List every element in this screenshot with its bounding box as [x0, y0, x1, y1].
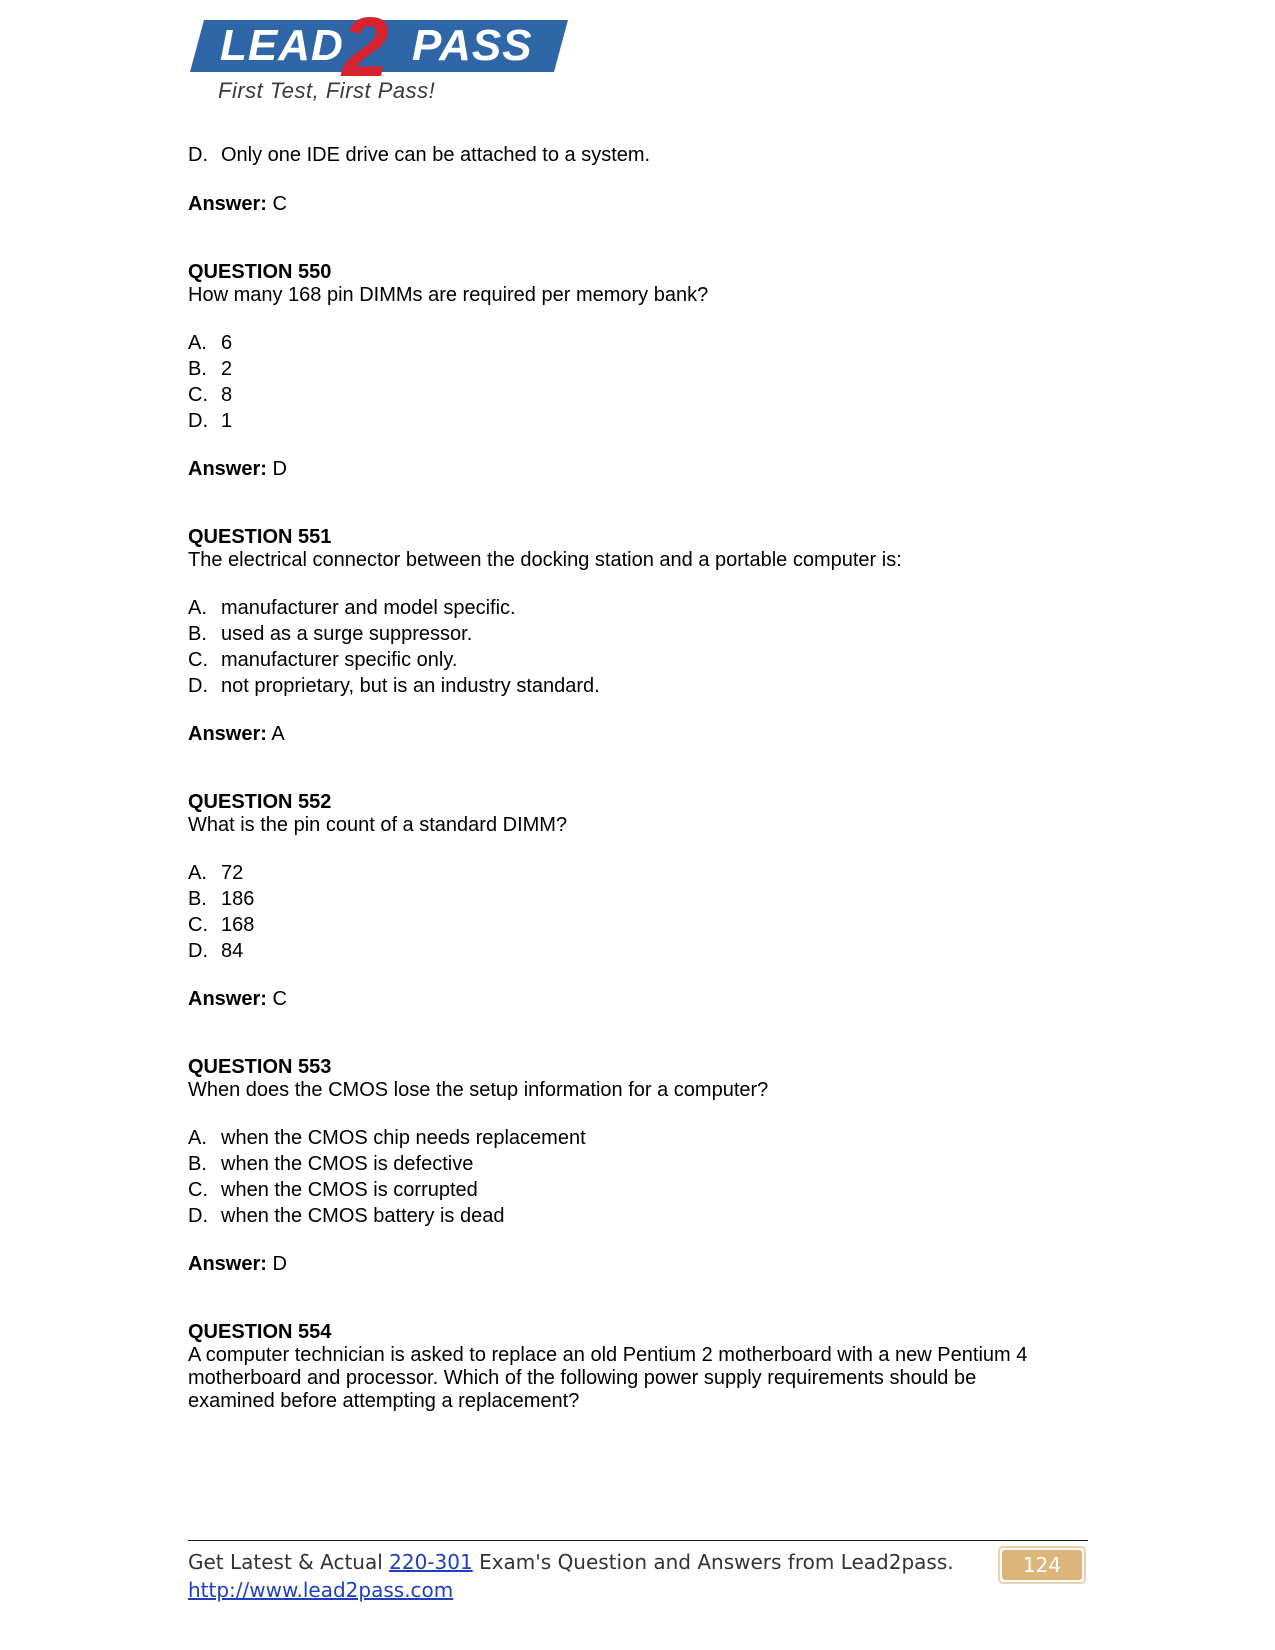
- option-text: 6: [221, 332, 233, 354]
- option-text: when the CMOS battery is dead: [221, 1205, 505, 1227]
- option-letter: A.: [188, 597, 207, 619]
- option-item: [188, 358, 232, 381]
- option-item: [188, 597, 516, 620]
- footer-promo: [188, 1548, 954, 1576]
- option-item: [188, 649, 457, 672]
- option-letter: D.: [188, 940, 208, 962]
- option-text: manufacturer and model specific.: [221, 597, 516, 619]
- option-item: [188, 144, 650, 167]
- option-item: [188, 862, 243, 885]
- answer-line: [188, 1253, 287, 1276]
- answer-line: [188, 988, 287, 1011]
- option-item: [188, 1205, 504, 1228]
- option-letter: D.: [188, 1205, 208, 1227]
- option-item: [188, 888, 254, 911]
- question-text: A computer technician is asked to replace an old Pentium 2 motherboard with a new Pentium 4 motherboard and processor. Which of the following power supply requirements should be examined before attempting a replacement?: [188, 1344, 1028, 1412]
- option-text: manufacturer specific only.: [221, 649, 458, 671]
- option-text: 84: [221, 940, 244, 962]
- option-text: 72: [221, 862, 244, 884]
- page-number: 124: [1002, 1550, 1082, 1580]
- option-text: 168: [221, 914, 255, 936]
- answer-value: D: [272, 458, 287, 480]
- option-letter: D.: [188, 144, 208, 166]
- option-text: 8: [221, 384, 233, 406]
- option-letter: A.: [188, 862, 207, 884]
- question-title: QUESTION 553: [188, 1056, 332, 1078]
- question-text: When does the CMOS lose the setup information for a computer?: [188, 1079, 769, 1101]
- option-item: [188, 675, 600, 698]
- question-text: The electrical connector between the docking station and a portable computer is:: [188, 549, 902, 571]
- answer-value: D: [272, 1253, 287, 1275]
- option-text: not proprietary, but is an industry standard.: [221, 675, 600, 697]
- option-letter: C.: [188, 1179, 208, 1201]
- question-title: QUESTION 554: [188, 1321, 332, 1343]
- footer-divider: [188, 1540, 1088, 1541]
- option-letter: C.: [188, 649, 208, 671]
- option-text: 1: [221, 410, 233, 432]
- answer-value: A: [271, 723, 285, 745]
- page-number-badge: [998, 1546, 1086, 1584]
- option-letter: B.: [188, 1153, 207, 1175]
- option-letter: A.: [188, 332, 207, 354]
- option-item: [188, 1153, 473, 1176]
- answer-label: Answer:: [188, 723, 267, 745]
- answer-label: Answer:: [188, 193, 267, 215]
- answer-line: [188, 458, 287, 481]
- logo-word-lead: LEAD: [220, 21, 344, 70]
- exam-code-link[interactable]: 220-301: [389, 1550, 473, 1574]
- answer-line: [188, 723, 285, 746]
- option-item: [188, 940, 243, 963]
- option-letter: C.: [188, 384, 208, 406]
- option-text: when the CMOS is defective: [221, 1153, 474, 1175]
- option-item: [188, 410, 232, 433]
- question-title: QUESTION 550: [188, 261, 332, 283]
- footer-prefix: Get Latest & Actual: [188, 1550, 390, 1574]
- option-text: 2: [221, 358, 233, 380]
- option-letter: B.: [188, 358, 207, 380]
- option-letter: B.: [188, 623, 207, 645]
- lead2pass-logo: [190, 0, 580, 108]
- logo-word-pass: PASS: [412, 21, 533, 70]
- option-letter: D.: [188, 675, 208, 697]
- option-text: 186: [221, 888, 255, 910]
- answer-line: [188, 193, 287, 216]
- option-item: [188, 623, 472, 646]
- option-letter: B.: [188, 888, 207, 910]
- option-text: used as a surge suppressor.: [221, 623, 473, 645]
- option-item: [188, 1179, 478, 1202]
- question-title: QUESTION 551: [188, 526, 332, 548]
- answer-value: C: [272, 988, 287, 1010]
- option-text: Only one IDE drive can be attached to a system.: [221, 144, 651, 166]
- option-letter: A.: [188, 1127, 207, 1149]
- option-letter: C.: [188, 914, 208, 936]
- answer-label: Answer:: [188, 1253, 267, 1275]
- option-item: [188, 1127, 586, 1150]
- answer-value: C: [272, 193, 287, 215]
- question-text: What is the pin count of a standard DIMM?: [188, 814, 568, 836]
- logo-tagline: First Test, First Pass!: [218, 78, 436, 103]
- question-text: How many 168 pin DIMMs are required per memory bank?: [188, 284, 709, 306]
- option-text: when the CMOS is corrupted: [221, 1179, 478, 1201]
- option-text: when the CMOS chip needs replacement: [221, 1127, 586, 1149]
- option-item: [188, 332, 232, 355]
- option-letter: D.: [188, 410, 208, 432]
- question-title: QUESTION 552: [188, 791, 332, 813]
- logo-numeral: 2: [342, 0, 389, 94]
- website-link[interactable]: http://www.lead2pass.com: [188, 1578, 454, 1602]
- footer-suffix: Exam's Question and Answers from Lead2pass.: [472, 1550, 954, 1574]
- answer-label: Answer:: [188, 458, 267, 480]
- answer-label: Answer:: [188, 988, 267, 1010]
- option-item: [188, 384, 232, 407]
- option-item: [188, 914, 254, 937]
